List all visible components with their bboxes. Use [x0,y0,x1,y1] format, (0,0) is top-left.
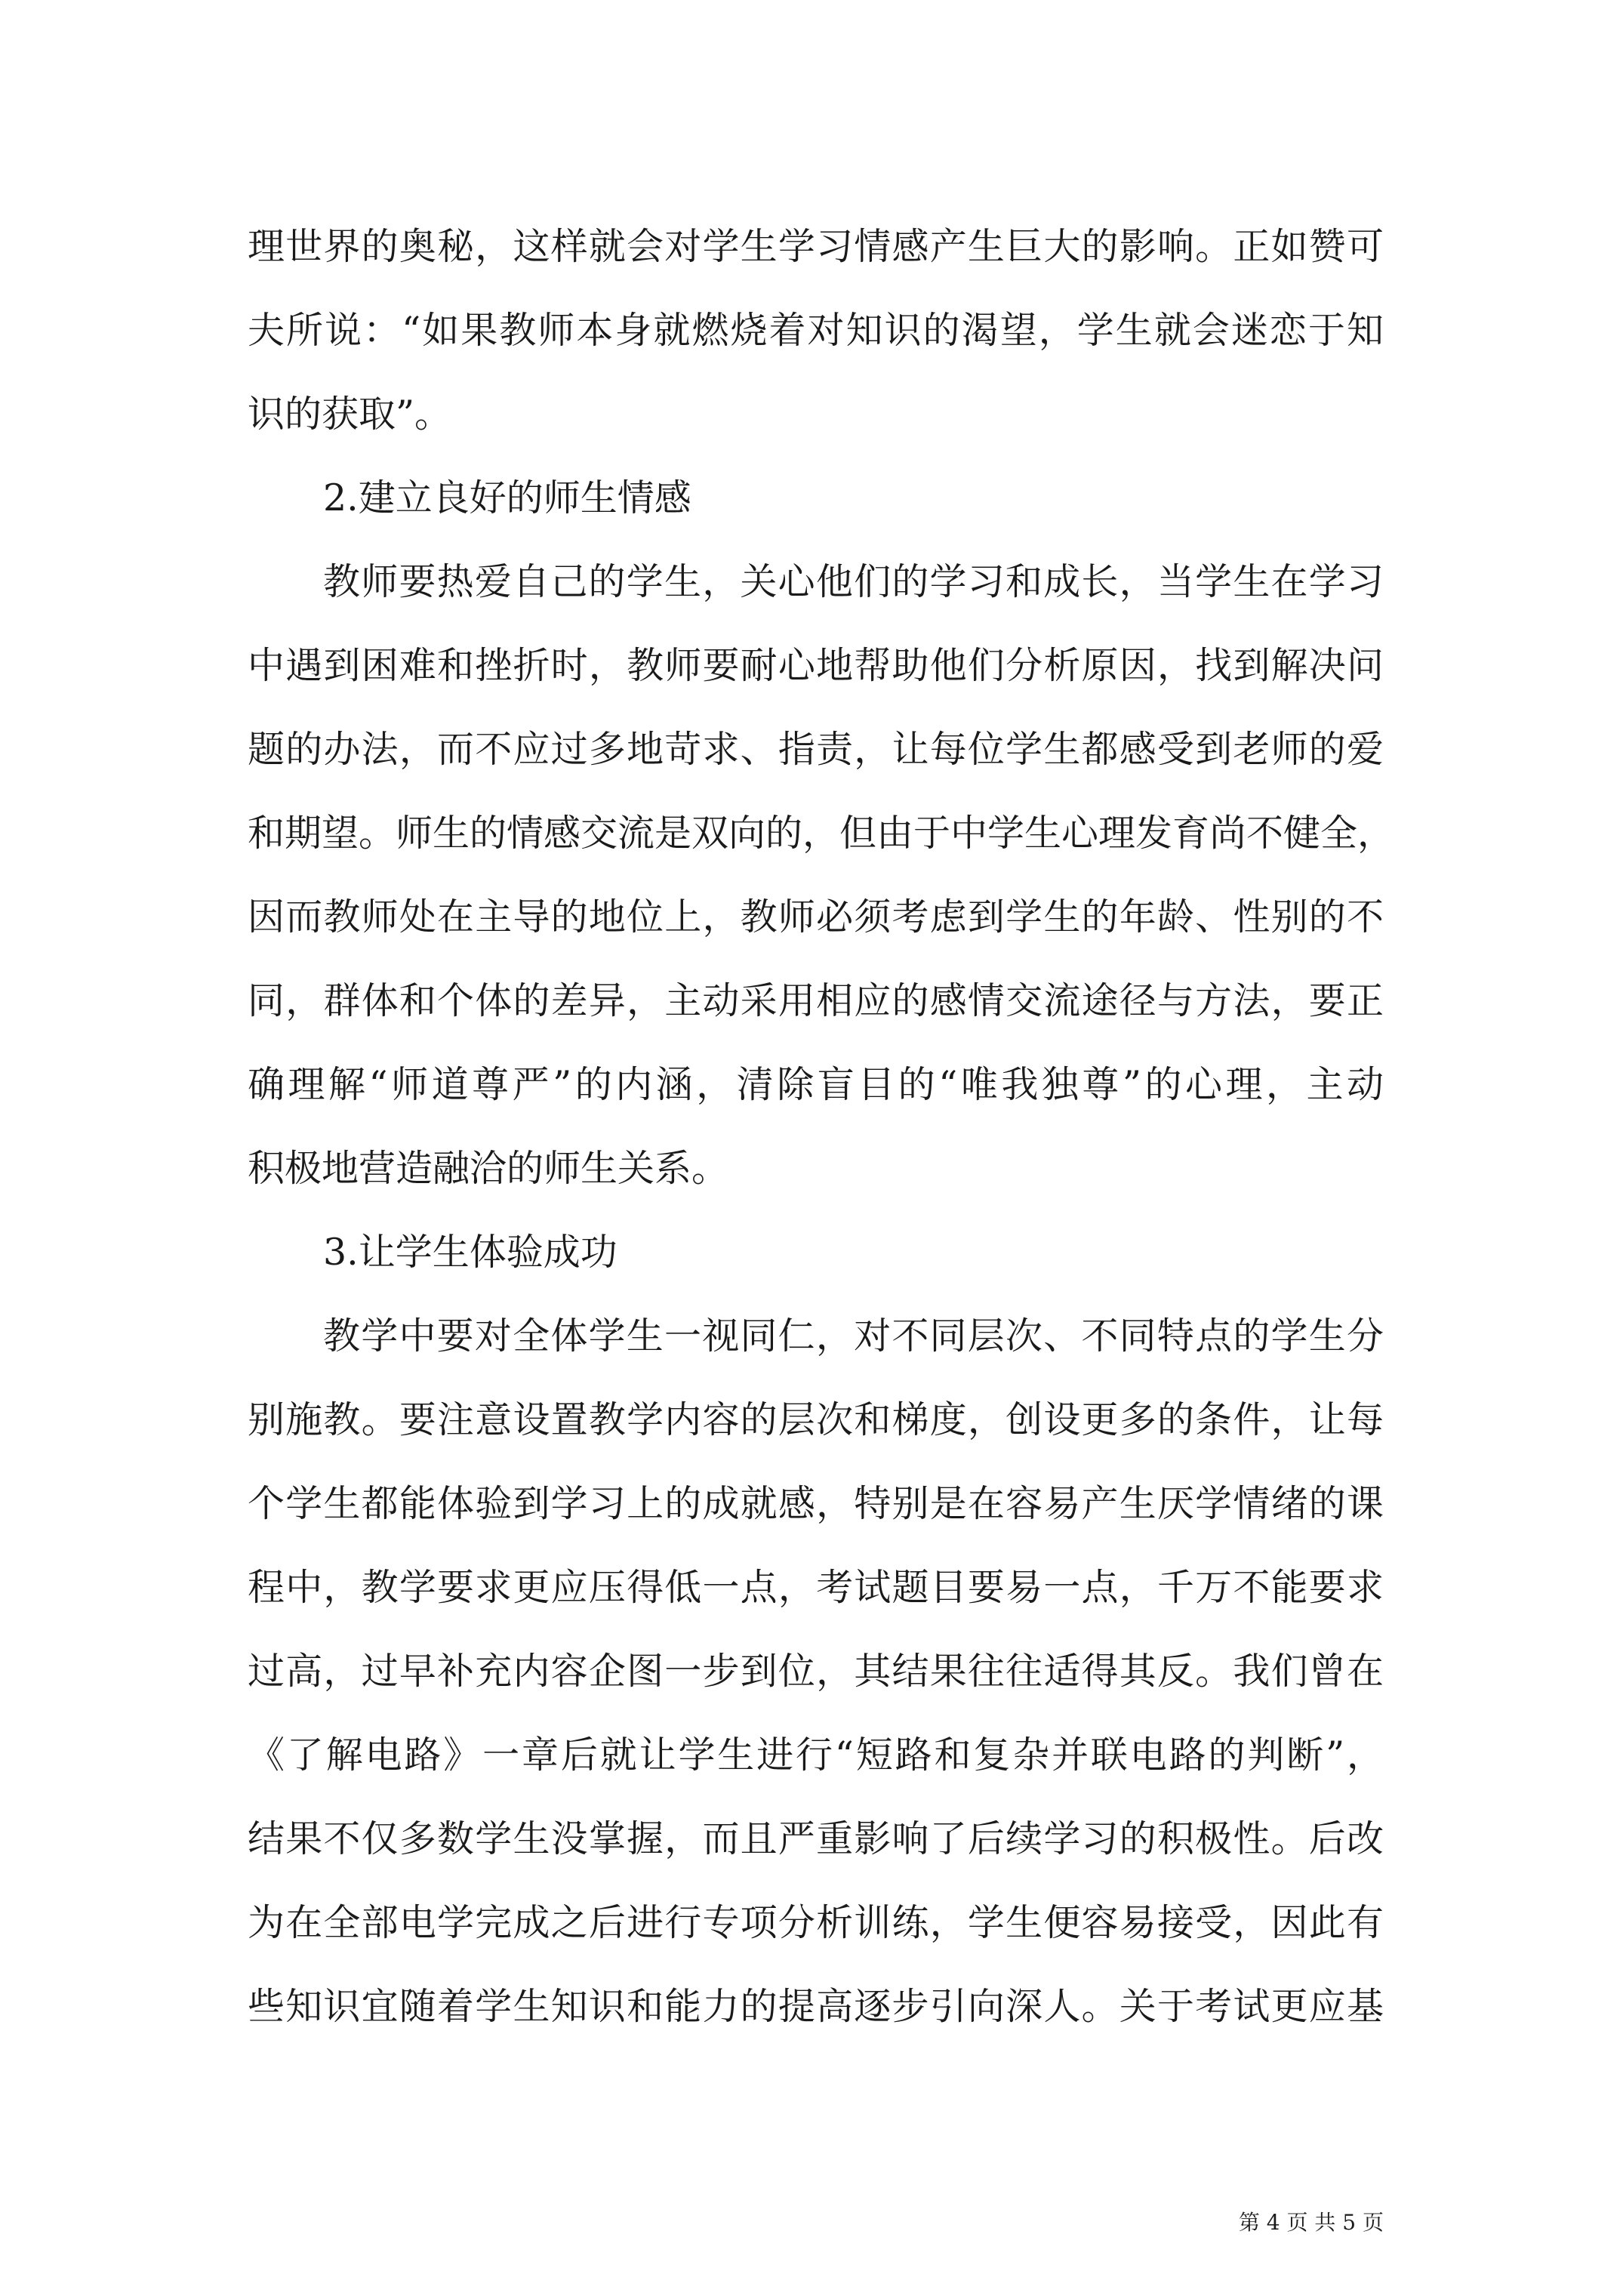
text-line: 题的办法，而不应过多地苛求、指责，让每位学生都感受到老师的爱 [248,728,1384,771]
text-line: 识的获取”。 [248,393,452,436]
section-heading: 3.让学生体验成功 [323,1231,617,1274]
text-line: 教学中要对全体学生一视同仁，对不同层次、不同特点的学生分 [323,1314,1384,1358]
text-line: 因而教师处在主导的地位上，教师必须考虑到学生的年龄、性别的不 [248,895,1384,938]
text-line: 夫所说：“如果教师本身就燃烧着对知识的渴望，学生就会迷恋于知 [248,309,1384,352]
page-number-footer: 第 4 页 共 5 页 [1238,2210,1384,2235]
text-line: 确理解“师道尊严”的内涵，清除盲目的“唯我独尊”的心理，主动 [248,1063,1384,1106]
text-line: 个学生都能体验到学习上的成就感，特别是在容易产生厌学情绪的课 [248,1482,1384,1525]
text-line: 中遇到困难和挫折时，教师要耐心地帮助他们分析原因，找到解决问 [248,644,1384,687]
text-line: 程中，教学要求更应压得低一点，考试题目要易一点，千万不能要求 [248,1566,1384,1609]
text-line: 为在全部电学完成之后进行专项分析训练，学生便容易接受，因此有 [248,1901,1384,1944]
text-line: 过高，过早补充内容企图一步到位，其结果往往适得其反。我们曾在 [248,1650,1384,1693]
section-heading: 2.建立良好的师生情感 [323,476,691,519]
text-line: 《了解电路》一章后就让学生进行“短路和复杂并联电路的判断”， [248,1734,1384,1777]
text-line: 同，群体和个体的差异，主动采用相应的感情交流途径与方法，要正 [248,979,1384,1022]
text-line: 和期望。师生的情感交流是双向的，但由于中学生心理发育尚不健全， [248,812,1395,855]
text-line: 些知识宜随着学生知识和能力的提高逐步引向深人。关于考试更应基 [248,1985,1384,2028]
text-line: 别施教。要注意设置教学内容的层次和梯度，创设更多的条件，让每 [248,1398,1384,1441]
text-line: 积极地营造融洽的师生关系。 [248,1147,729,1190]
text-line: 结果不仅多数学生没掌握，而且严重影响了后续学习的积极性。后改 [248,1817,1384,1860]
text-line: 理世界的奥秘，这样就会对学生学习情感产生巨大的影响。正如赞可 [248,225,1384,268]
text-line: 教师要热爱自己的学生，关心他们的学习和成长，当学生在学习 [323,560,1384,603]
